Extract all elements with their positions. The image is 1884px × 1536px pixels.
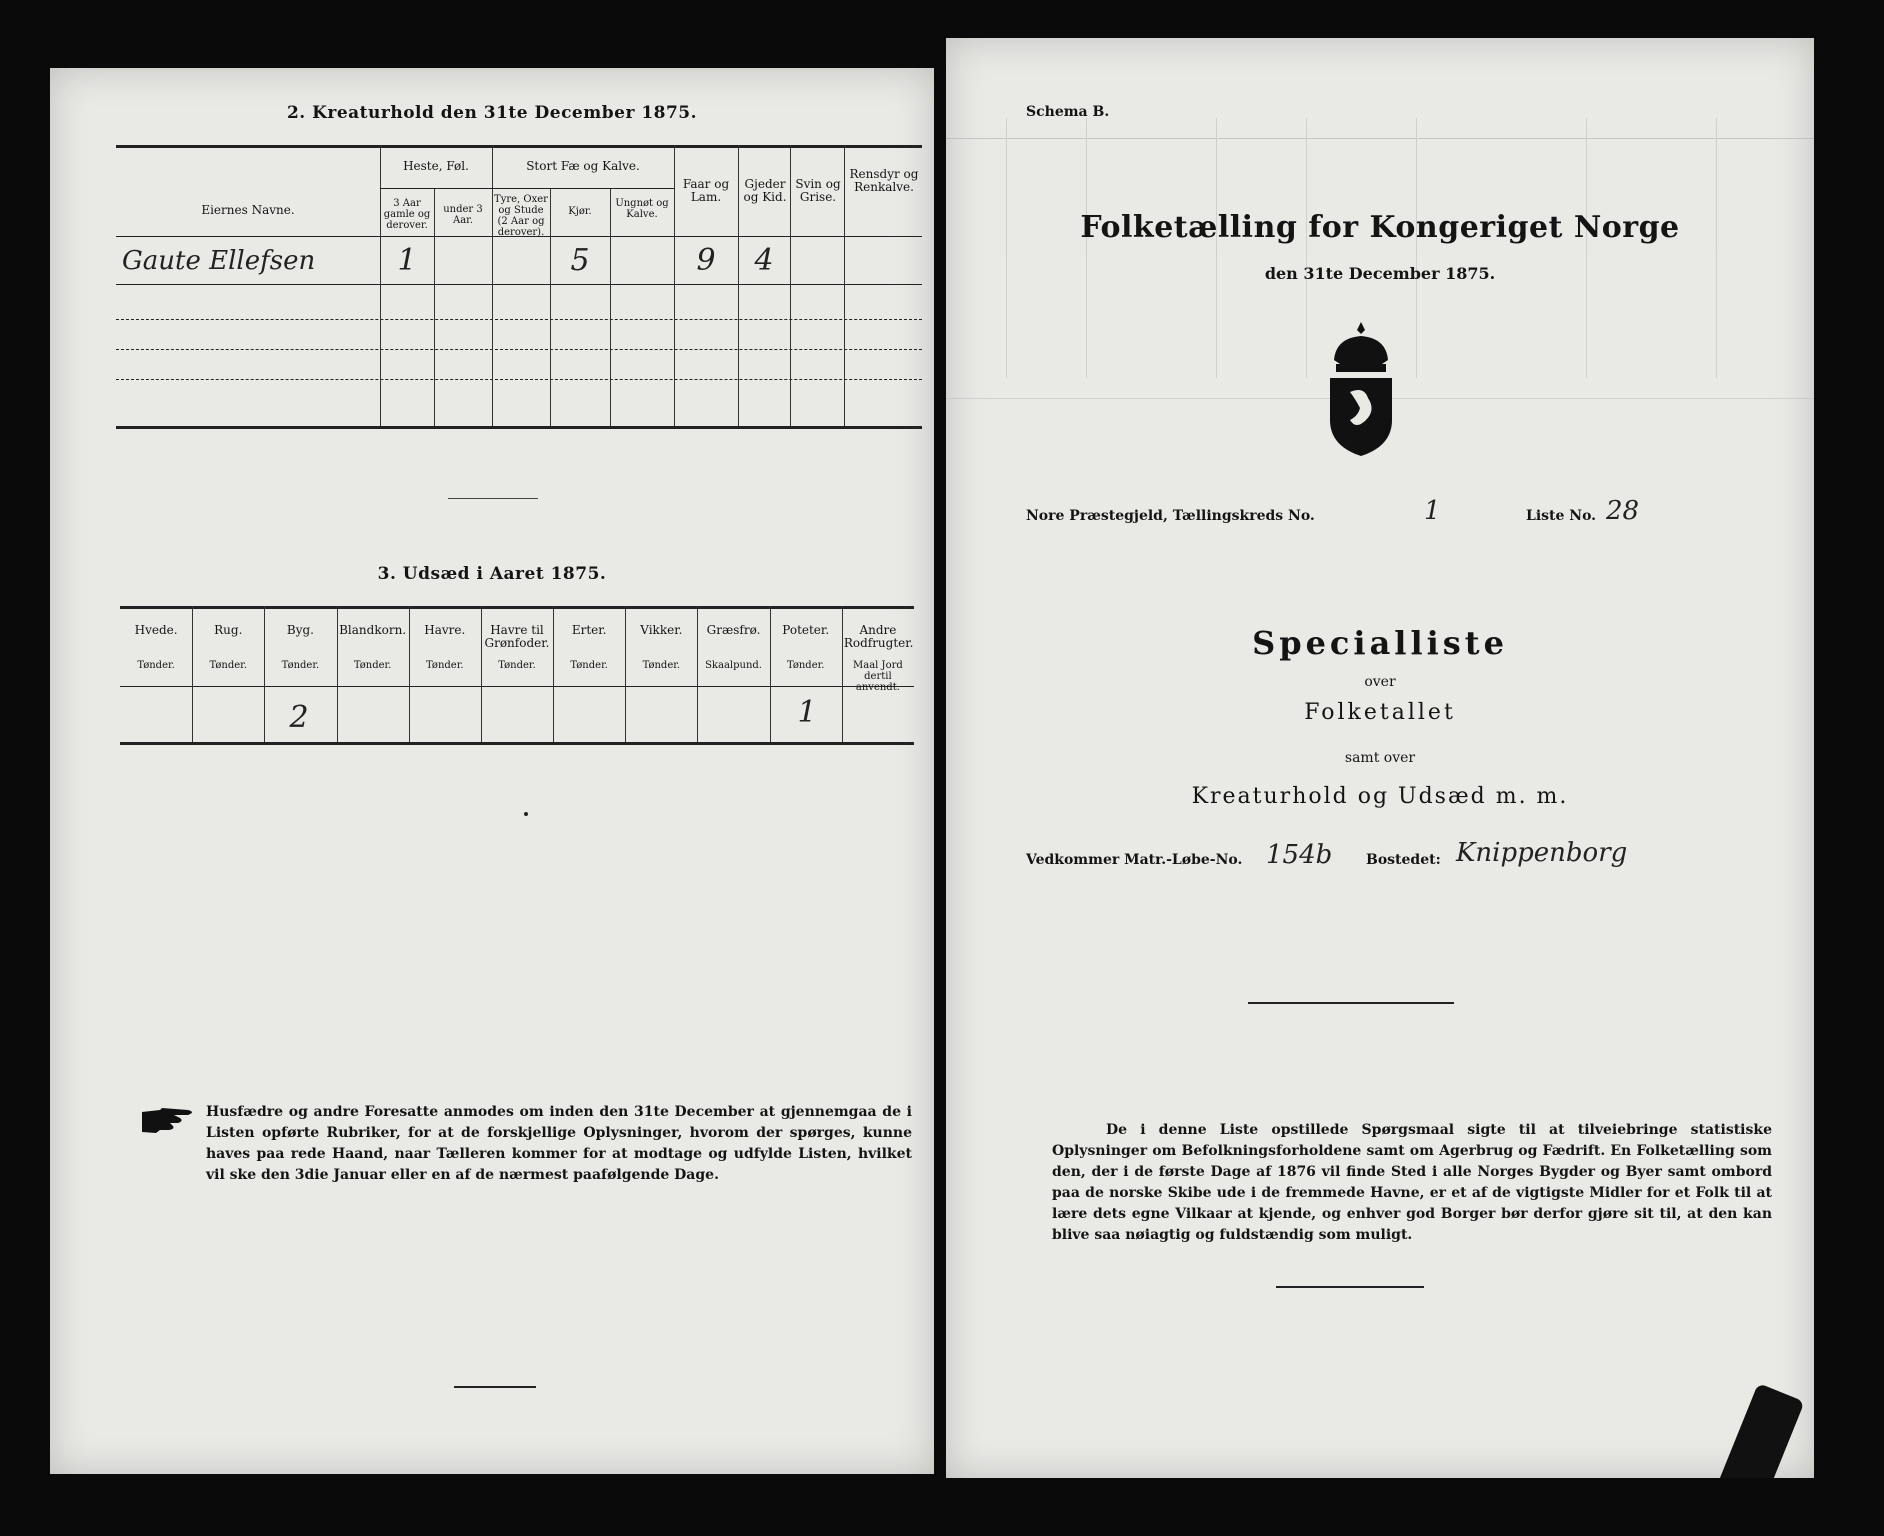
left-page <box>50 68 934 1474</box>
bostedet-label: Bostedet: <box>1366 852 1441 868</box>
matr-label: Vedkommer Matr.-Løbe-No. <box>1026 852 1243 868</box>
col-ungnot: Ungnøt og Kalve. <box>615 198 669 220</box>
seed-col-name: Havre til Grønfoder. <box>484 623 550 650</box>
col-stort-fae-header: Stort Fæ og Kalve. <box>526 159 640 173</box>
district-label: Nore Præstegjeld, Tællingskreds No. <box>1026 508 1315 524</box>
pointing-hand-icon <box>140 1106 200 1140</box>
district-number: 1 <box>1424 496 1441 526</box>
bostedet-value: Knippenborg <box>1456 838 1628 868</box>
notice-text: Husfædre og andre Foresatte anmodes om inden den 31te December at gjennemgaa de i Listen opførte Rubriker, for at de forskjellige Oplysninger, hvorom der spørges, kunne haves paa rede Haand, naar Tælleren kommer for at modtage og udfylde Listen, hvilket vil ske den 3die Januar eller en af de nærmest paafølgende Dage. <box>206 1104 912 1183</box>
col-heste-under3: under 3 Aar. <box>443 204 483 226</box>
seed-col-name: Hvede. <box>134 623 178 637</box>
seed-col-name: Andre Rodfrugter. <box>843 623 914 650</box>
coat-of-arms-icon <box>1316 320 1406 464</box>
right-page <box>946 38 1814 1478</box>
col-kjor: Kjør. <box>568 206 592 217</box>
liste-number: 28 <box>1606 496 1640 526</box>
seed-col-unit: Tønder. <box>498 660 536 671</box>
seed-col-name: Græsfrø. <box>706 623 761 637</box>
matr-number: 154b <box>1266 840 1333 870</box>
seed-col-unit: Maal Jord dertil anvendt. <box>853 660 903 693</box>
liste-label: Liste No. <box>1526 508 1597 524</box>
byg-value: 2 <box>289 700 309 735</box>
section2-title: 2. Kreaturhold den 31te December 1875. <box>286 103 698 123</box>
seed-col-name: Rug. <box>214 623 243 637</box>
title-date: den 31te December 1875. <box>1264 264 1496 283</box>
main-title: Folketælling for Kongeriget Norge <box>1080 210 1680 245</box>
seed-col-name: Vikker. <box>640 623 683 637</box>
seed-col-unit: Tønder. <box>137 660 175 671</box>
poteter-value: 1 <box>797 695 817 730</box>
seed-col-unit: Tønder. <box>570 660 608 671</box>
col-rensdyr: Rensdyr og Renkalve. <box>849 167 919 194</box>
seed-col-unit: Skaalpund. <box>705 660 762 671</box>
seed-col-name: Byg. <box>286 623 314 637</box>
seed-col-name: Havre. <box>424 623 466 637</box>
info-paragraph: De i denne Liste opstillede Spørgsmaal sigte til at tilveiebringe statistiske Oplysninger om Befolkningsforholdene samt om Agerbrug og Fædrift. En Folketælling som den, der i de første Dage af 1876 vil finde Sted i alle Norges Bygder og Byer samt ombord paa de norske Skibe ude i de fremmede Havne, er et af de vigtigste Midler for et Folk til at lære dets egne Vilkaar at kjende, og enhver god Borger bør derfor gjøre sit til, at den kan blive saa nøiagtig og fuldstændig som muligt. <box>1052 1122 1772 1243</box>
specialliste-title: Specialliste <box>1252 624 1508 662</box>
col-svin: Svin og Grise. <box>795 177 841 204</box>
owner-name: Gaute Ellefsen <box>122 246 316 276</box>
col-tyre: Tyre, Oxer og Stude (2 Aar og derover). <box>494 194 548 238</box>
col-heste-3aar: 3 Aar gamle og derover. <box>383 198 431 231</box>
seed-col-name: Poteter. <box>782 623 830 637</box>
schema-label: Schema B. <box>1026 104 1110 120</box>
seed-col-unit: Tønder. <box>209 660 248 671</box>
col-heste-header: Heste, Føl. <box>403 159 469 173</box>
seed-col-unit: Tønder. <box>786 660 825 671</box>
seed-col-unit: Tønder. <box>426 660 464 671</box>
heste-3aar-value: 1 <box>397 243 417 278</box>
section3-title: 3. Udsæd i Aaret 1875. <box>377 564 607 584</box>
kjor-value: 5 <box>570 243 590 278</box>
gjeder-value: 4 <box>754 243 774 278</box>
folketallet-title: Folketallet <box>1304 700 1456 725</box>
seed-col-name: Erter. <box>571 623 607 637</box>
faar-value: 9 <box>696 243 716 278</box>
col-faar: Faar og Lam. <box>682 177 730 204</box>
samt-over-text: samt over <box>1344 750 1416 766</box>
seed-col-unit: Tønder. <box>642 660 681 671</box>
clip-shadow <box>1713 1383 1804 1478</box>
seed-col-unit: Tønder. <box>353 660 392 671</box>
col-owner-header: Eiernes Navne. <box>201 203 295 217</box>
over-text: over <box>1364 674 1396 690</box>
kreaturhold-title: Kreaturhold og Udsæd m. m. <box>1191 784 1569 809</box>
col-gjeder: Gjeder og Kid. <box>743 177 787 204</box>
seed-col-name: Blandkorn. <box>339 623 407 637</box>
seed-col-unit: Tønder. <box>281 660 320 671</box>
